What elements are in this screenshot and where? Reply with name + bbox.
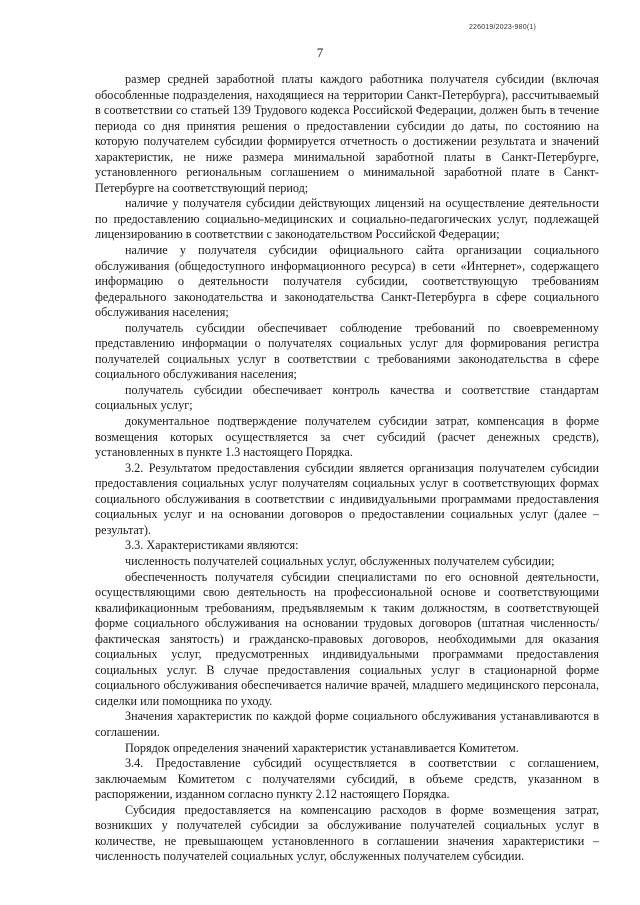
paragraph-section-3-2: 3.2. Результатом предоставления субсидии является организация получателем субсидии предоставления социальных услуг получателям социальных услуг в соответствующих формах социального обслуживания в соответствии с индивидуальными программами предоставления социальных услуг и на основании договоров о предоставлении социальных услуг (далее – результат). (95, 460, 599, 537)
paragraph-registry: получатель субсидии обеспечивает соблюдение требований по своевременному представлению информации о получателях социальных услуг для формирования регистра получателей социальных услуг в соответствии с требованиями законодательства в сфере социального обслуживания населения; (95, 320, 599, 382)
document-registration-number: 226019/2023-980(1) (468, 24, 536, 31)
paragraph-average-salary: размер средней заработной платы каждого работника получателя субсидии (включая обособленные подразделения, находящиеся на территории Санкт-Петербурга), рассчитываемый в соответствии со статьей 139 Трудового кодекса Российской Федерации, должен быть в течение периода со дня принятия решения о предоставлении субсидии до даты, по состоянию на которую получателем субсидии формируется отчетность о достижении результата и значений характеристик, не ниже размера минимальной заработной платы в Санкт-Петербурге, установленного региональным соглашением о минимальной заработной плате в Санкт-Петербурге на соответствующий период; (95, 72, 599, 195)
paragraph-values-procedure: Порядок определения значений характеристик устанавливается Комитетом. (125, 740, 519, 755)
paragraph-section-3-4: 3.4. Предоставление субсидий осуществляется в соответствии с соглашением, заключаемым Комитетом с получателями субсидий, в объеме средств, указанном в распоряжении, изданном согласно пункту 2.12 настоящего Порядка. (95, 756, 599, 802)
paragraph-characteristic-values: Значения характеристик по каждой форме социального обслуживания устанавливаются в соглашении. (95, 709, 599, 739)
paragraph-quality-control: получатель субсидии обеспечивает контроль качества и соответствие стандартам социальных услуг; (95, 382, 599, 413)
paragraph-recipients-count: численность получателей социальных услуг, обслуженных получателем субсидии; (125, 553, 555, 568)
page-number: 7 (316, 45, 324, 60)
paragraph-compensation: Субсидия предоставляется на компенсацию расходов в форме возмещения затрат, возникших у получателей субсидии за обслуживание получателей социальных услуг в количестве, не превышающем установленного в соглашении значения характеристики – численность получателей социальных услуг, обслуженных получателем субсидии. (95, 802, 599, 864)
paragraph-licenses: наличие у получателя субсидии действующих лицензий на осуществление деятельности по предоставлению социально-медицинских и социально-педагогических услуг, подлежащей лицензированию в соответствии с законодательством Российской Федерации; (95, 196, 599, 242)
paragraph-documentary-confirmation: документальное подтверждение получателем субсидии затрат, компенсация в форме возмещения которых осуществляется за счет субсидий (расчет денежных средств), установленных в пункте 1.3 настоящего Порядка. (95, 414, 599, 460)
paragraph-staffing: обеспеченность получателя субсидии специалистами по его основной деятельности, осуществляющими свою деятельность на профессиональной основе и соответствующими квалификационным требованиям, предъявляемым к таким должностям, в соответствующей форме социального обслуживания на основании трудовых договоров (штатная численность/фактическая занятость) и гражданско-правовых договоров, необходимыми для оказания социальных услуг, предусмотренных индивидуальными программами предоставления социальных услуг. В случае предоставления социальных услуг в стационарной форме социального обслуживания обеспечивается наличие врачей, младшего медицинского персонала, сиделки или помощника по уходу. (95, 569, 599, 708)
paragraph-section-3-3: 3.3. Характеристиками являются: (125, 538, 299, 553)
paragraph-website: наличие у получателя субсидии официального сайта организации социального обслуживания (общедоступного информационного ресурса) в сети «Интернет», содержащего информацию о деятельности получателя субсидии, соответствующую требованиям федерального законодательства и законодательства Санкт-Петербурга в сфере социального обслуживания населения; (95, 243, 599, 320)
document-body (95, 72, 599, 865)
